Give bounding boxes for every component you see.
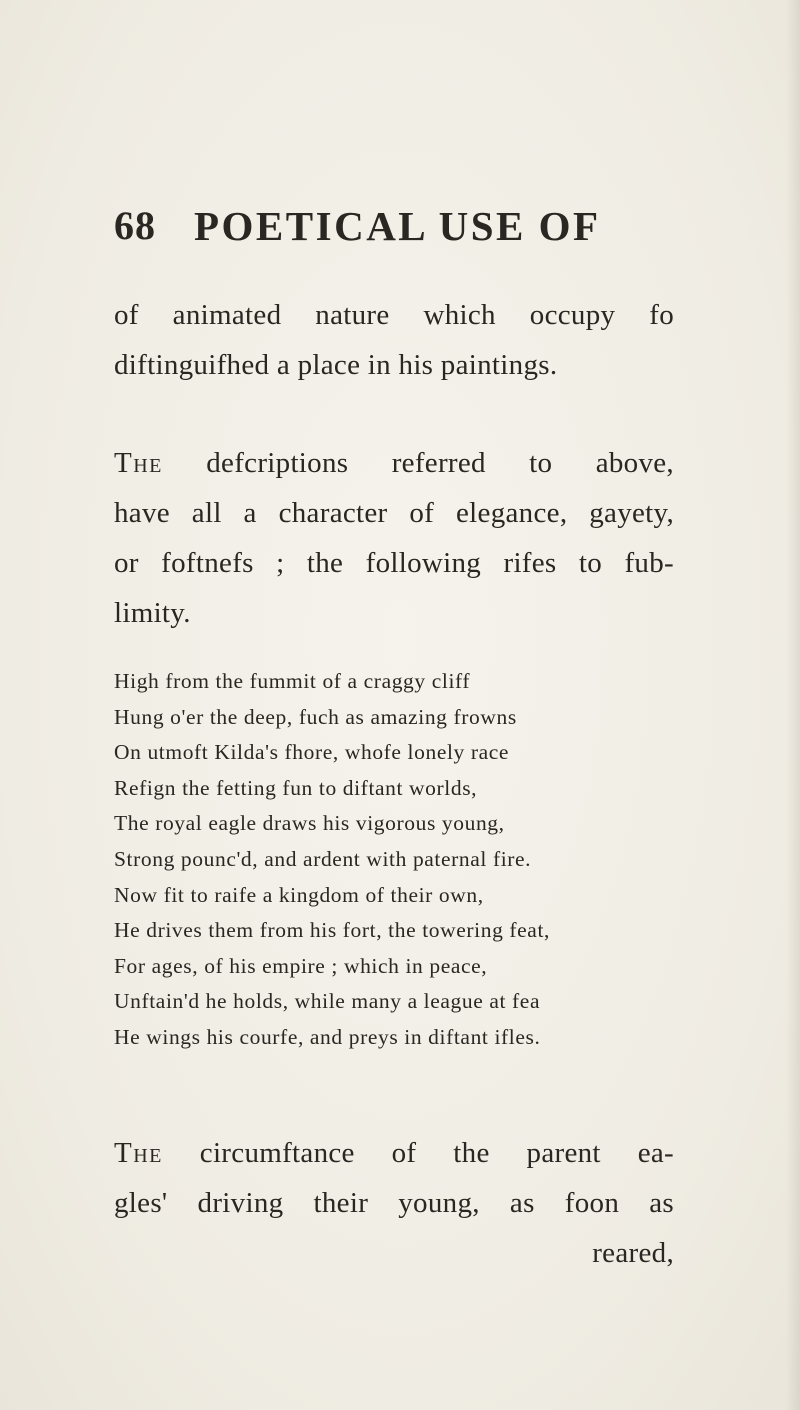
verse-quotation <box>114 664 680 1056</box>
paragraph-3-line-2: gles' driving their young, as foon as <box>114 1187 674 1219</box>
verse-line: Now fit to raife a kingdom of their own, <box>114 882 484 907</box>
verse-line: The royal eagle draws his vigorous young, <box>114 811 505 836</box>
paragraph-1-line-1: of animated nature which occupy fo <box>114 299 674 331</box>
verse-line: He drives them from his fort, the towering feat, <box>114 918 550 943</box>
paragraph-2 <box>114 438 674 638</box>
paragraph-2-line-1 <box>114 438 674 488</box>
paragraph-3-line-1-rest: circumftance of the parent ea- <box>162 1137 674 1169</box>
verse-line: Strong pounc'd, and ardent with paternal fire. <box>114 846 532 871</box>
paragraph-1 <box>114 290 674 390</box>
paragraph-2-lead-word: The <box>114 447 163 479</box>
page-number: 68 <box>114 203 156 248</box>
verse-line: Refign the fetting fun to diftant worlds, <box>114 775 478 800</box>
page-edge-shadow <box>786 0 800 1410</box>
paragraph-3-catchword: reared, <box>592 1237 674 1269</box>
paragraph-2-line-1-rest: defcriptions referred to above, <box>162 447 674 479</box>
running-head <box>114 196 674 256</box>
paragraph-2-line-4: limity. <box>114 597 191 629</box>
verse-line: High from the fummit of a craggy cliff <box>114 669 471 693</box>
verse-line: Unftain'd he holds, while many a league at fea <box>114 989 541 1014</box>
paragraph-1-line-2: diftinguifhed a place in his paintings. <box>114 349 558 381</box>
paragraph-3 <box>114 1128 674 1278</box>
verse-line: He wings his courfe, and preys in diftant ifles. <box>114 1024 541 1049</box>
paragraph-2-line-2: have all a character of elegance, gayety, <box>114 497 674 529</box>
verse-line: Hung o'er the deep, fuch as amazing frowns <box>114 704 517 729</box>
verse-line: For ages, of his empire ; which in peace, <box>114 953 488 978</box>
running-title: POETICAL USE OF <box>194 203 601 249</box>
paragraph-3-line-1 <box>114 1128 674 1178</box>
verse-line: On utmoft Kilda's fhore, whofe lonely race <box>114 740 510 765</box>
paragraph-3-lead-word: The <box>114 1137 163 1169</box>
paragraph-2-line-3: or foftnefs ; the following rifes to fub- <box>114 547 674 579</box>
